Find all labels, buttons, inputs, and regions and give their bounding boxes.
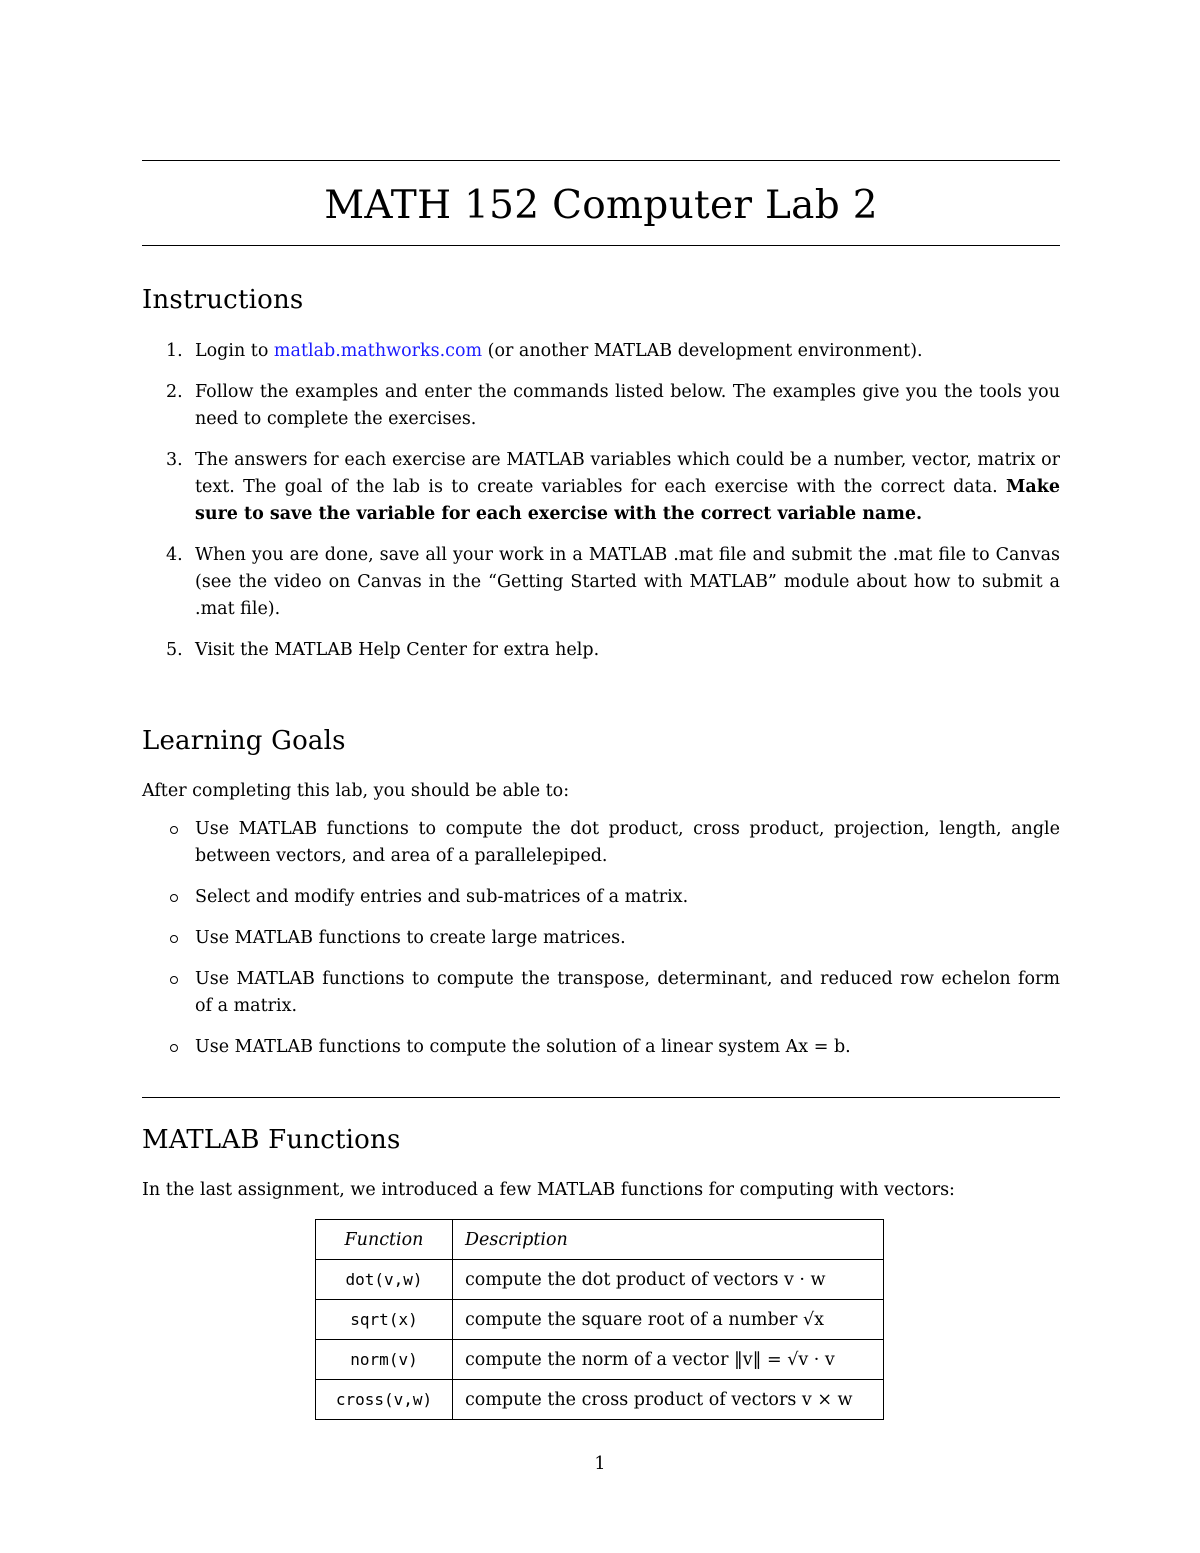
goal-text: Use MATLAB functions to compute the dot product, cross product, projection, length, angle between vectors, and area of a parallelepiped. bbox=[195, 819, 1060, 866]
table-row bbox=[316, 1380, 884, 1420]
list-number: 4. bbox=[166, 545, 183, 565]
list-number: 3. bbox=[166, 450, 183, 470]
circle-bullet-icon bbox=[170, 826, 178, 834]
circle-bullet-icon bbox=[170, 1044, 178, 1052]
description-cell: compute the cross product of vectors v × w bbox=[453, 1380, 884, 1420]
circle-bullet-icon bbox=[170, 976, 178, 984]
goal-item bbox=[142, 1034, 1060, 1061]
instruction-text: (or another MATLAB development environment). bbox=[482, 341, 923, 361]
list-number: 2. bbox=[166, 382, 183, 402]
instruction-emphasis: Make sure to save the variable for each exercise with the correct variable name. bbox=[195, 477, 1060, 524]
function-cell: norm(v) bbox=[316, 1340, 453, 1380]
goal-item bbox=[142, 925, 1060, 952]
learning-goals-heading: Learning Goals bbox=[142, 726, 346, 756]
goal-item bbox=[142, 884, 1060, 911]
learning-goals-list bbox=[142, 816, 1060, 1075]
list-number: 5. bbox=[166, 640, 183, 660]
instruction-text: The answers for each exercise are MATLAB variables which could be a number, vector, matrix or text. The goal of the lab is to create variables for each exercise with the correct data. bbox=[195, 450, 1060, 497]
table-header-cell: Description bbox=[453, 1220, 884, 1260]
instructions-heading: Instructions bbox=[142, 285, 304, 315]
description-cell: compute the dot product of vectors v · w bbox=[453, 1260, 884, 1300]
instruction-item-2 bbox=[142, 379, 1060, 433]
circle-bullet-icon bbox=[170, 894, 178, 902]
page-title: MATH 152 Computer Lab 2 bbox=[324, 183, 878, 228]
page-number: 1 bbox=[594, 1454, 606, 1474]
matlab-functions-heading: MATLAB Functions bbox=[142, 1125, 401, 1155]
goal-item bbox=[142, 816, 1060, 870]
instruction-text: Follow the examples and enter the commands listed below. The examples give you the tools you need to complete the exercises. bbox=[195, 382, 1060, 429]
instructions-list bbox=[142, 338, 1060, 678]
matlab-link[interactable]: matlab.mathworks.com bbox=[273, 341, 483, 361]
description-cell: compute the square root of a number √x bbox=[453, 1300, 884, 1340]
instruction-item-3 bbox=[142, 447, 1060, 528]
table-row bbox=[316, 1340, 884, 1380]
goal-item bbox=[142, 966, 1060, 1020]
instruction-item-5 bbox=[142, 637, 1060, 664]
instruction-item-4 bbox=[142, 542, 1060, 623]
goal-text: Select and modify entries and sub-matrices of a matrix. bbox=[195, 887, 689, 907]
table-header-cell: Function bbox=[316, 1220, 453, 1260]
section-divider bbox=[142, 1097, 1060, 1098]
matlab-functions-intro: In the last assignment, we introduced a few MATLAB functions for computing with vectors: bbox=[142, 1180, 955, 1200]
goal-text: Use MATLAB functions to create large matrices. bbox=[195, 928, 626, 948]
instruction-text: When you are done, save all your work in a MATLAB .mat file and submit the .mat file to Canvas (see the video on Canvas in the “Getting Started with MATLAB” module about how to submit a .mat file). bbox=[195, 545, 1060, 619]
description-cell: compute the norm of a vector ‖v‖ = √v · v bbox=[453, 1340, 884, 1380]
table-header-row bbox=[316, 1220, 884, 1260]
learning-goals-intro: After completing this lab, you should be able to: bbox=[142, 781, 570, 801]
circle-bullet-icon bbox=[170, 935, 178, 943]
goal-text: Use MATLAB functions to compute the solution of a linear system Ax = b. bbox=[195, 1037, 851, 1057]
title-bottom-rule bbox=[142, 245, 1060, 246]
goal-text: Use MATLAB functions to compute the transpose, determinant, and reduced row echelon form of a matrix. bbox=[195, 969, 1060, 1016]
table-row bbox=[316, 1260, 884, 1300]
instruction-item-1 bbox=[142, 338, 1060, 365]
function-cell: cross(v,w) bbox=[316, 1380, 453, 1420]
function-cell: sqrt(x) bbox=[316, 1300, 453, 1340]
title-top-rule bbox=[142, 160, 1060, 161]
instruction-text: Visit the MATLAB Help Center for extra help. bbox=[195, 640, 600, 660]
list-number: 1. bbox=[166, 341, 183, 361]
function-cell: dot(v,w) bbox=[316, 1260, 453, 1300]
instruction-text: Login to bbox=[195, 341, 274, 361]
table-row bbox=[316, 1300, 884, 1340]
functions-table bbox=[315, 1219, 884, 1420]
